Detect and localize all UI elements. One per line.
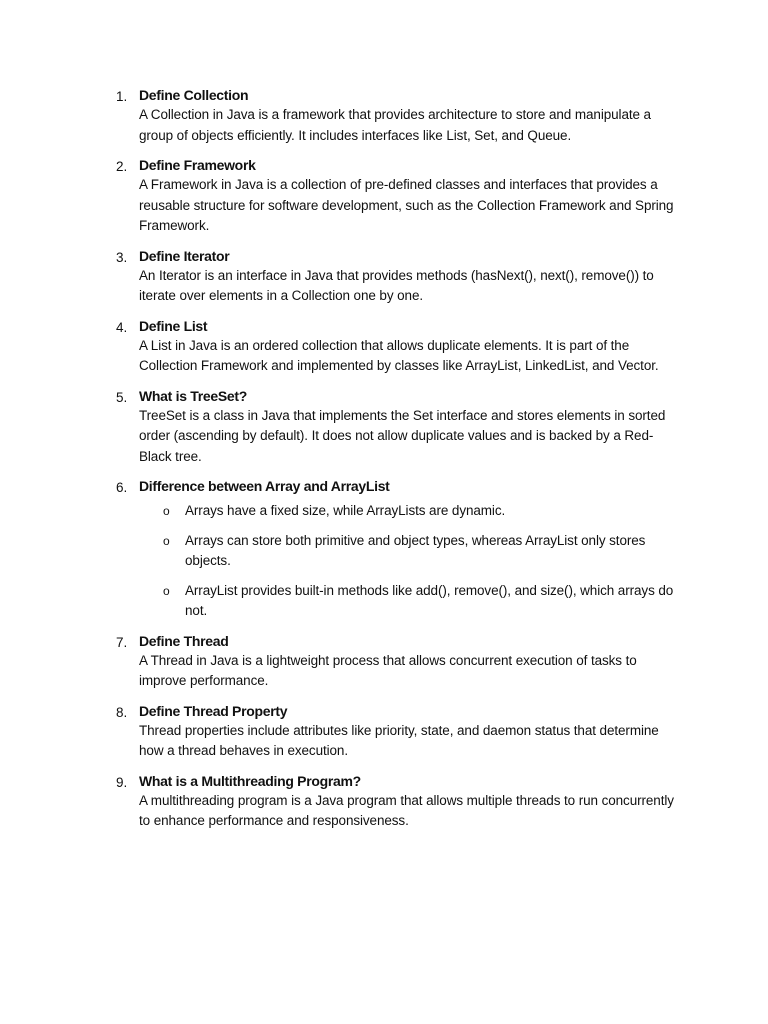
item-title: Define Collection [139, 87, 249, 103]
list-item-thread-property [112, 701, 682, 762]
bullet-marker: o [163, 583, 170, 598]
bullet-marker: o [163, 533, 170, 548]
item-body: An Iterator is an interface in Java that provides methods (hasNext(), next(), remove()) to iterate over elements in a Collection one by one. [139, 267, 654, 303]
list-item-array-vs-arraylist [112, 476, 682, 622]
item-body: A List in Java is an ordered collection that allows duplicate elements. It is part of the Collection Framework and implemented by classes like ArrayList, LinkedList, and Vector. [139, 337, 659, 373]
item-number: 4. [116, 319, 128, 335]
item-body: A Collection in Java is a framework that provides architecture to store and manipulate a group of objects efficiently. It includes interfaces like List, Set, and Queue. [139, 107, 651, 143]
list-item-define-framework [112, 155, 682, 237]
bullet-item [139, 501, 682, 522]
item-title: Define Framework [139, 157, 256, 173]
bullet-text: ArrayList provides built-in methods like add(), remove(), and size(), which arrays do not. [185, 582, 674, 618]
item-number: 7. [116, 634, 128, 650]
item-body: TreeSet is a class in Java that implements the Set interface and stores elements in sorted order (ascending by default). It does not allow duplicate values and is backed by a Red-Black tree. [139, 407, 666, 464]
bullet-item [139, 581, 682, 622]
question-list [112, 85, 682, 841]
bullet-text: Arrays have a fixed size, while ArrayLists are dynamic. [185, 503, 506, 518]
item-title: What is TreeSet? [139, 387, 248, 404]
bullet-list [139, 501, 682, 622]
item-body: A Thread in Java is a lightweight process that allows concurrent execution of tasks to improve performance. [139, 652, 637, 688]
item-number: 5. [116, 389, 128, 405]
item-number: 6. [116, 480, 128, 495]
bullet-marker: o [163, 504, 170, 518]
item-number: 9. [116, 774, 128, 790]
list-item-define-list [112, 316, 682, 377]
item-title: What is a Multithreading Program? [139, 772, 361, 789]
item-number: 1. [116, 89, 128, 104]
item-title: Define List [139, 317, 208, 334]
item-title: Define Thread [139, 632, 229, 649]
item-body: Thread properties include attributes like priority, state, and daemon status that determine how a thread behaves in execution. [139, 722, 659, 758]
list-item-multithreading [112, 771, 682, 832]
item-number: 8. [116, 704, 128, 720]
item-title: Define Iterator [139, 247, 230, 264]
list-item-define-collection [112, 85, 682, 146]
item-body: A multithreading program is a Java program that allows multiple threads to run concurrently to enhance performance and responsiveness. [139, 792, 674, 828]
item-body: A Framework in Java is a collection of pre-defined classes and interfaces that provides a reusable structure for software development, such as the Collection Framework and Spring Framework. [139, 177, 674, 233]
list-item-define-iterator [112, 246, 682, 307]
list-item-treeset [112, 386, 682, 468]
bullet-text: Arrays can store both primitive and object types, whereas ArrayList only stores objects. [185, 532, 646, 568]
list-item-define-thread [112, 631, 682, 692]
item-number: 3. [116, 249, 128, 265]
bullet-item [139, 531, 682, 572]
item-title: Difference between Array and ArrayList [139, 478, 390, 494]
item-title: Define Thread Property [139, 702, 288, 719]
item-number: 2. [116, 159, 128, 174]
